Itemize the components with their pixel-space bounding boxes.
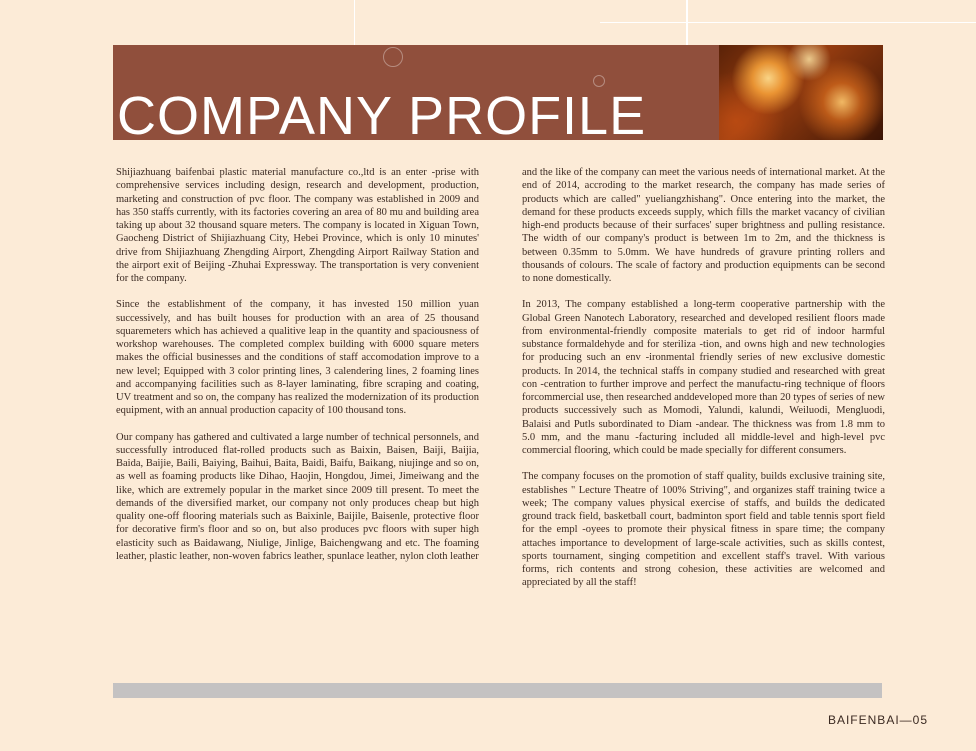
paragraph: Shijiazhuang baifenbai plastic material manufacture co.,ltd is an enter -prise with comprehensive services including design, research and development, production, marketing and construction of pvc floor. The company was established in 2009 and has 350 staffs currently, with its factories covering an area of 80 mu and building area taking up about 32 thousand square meters. The company is located in Xiguan Town, Gaocheng District of Shijiazhuang City, Hebei Province, which is only 10 minutes' drive from Shijiazhuang Zhengding Airport, Zhengding Airport Railway Station and the airport exit of Beijing -Zhuhai Expressway. The transportation is very convenient for the company. xyxy=(116,167,479,284)
text-column-left xyxy=(116,166,479,576)
paragraph: In 2013, The company established a long-term cooperative partnership with the Global Green Nanotech Laboratory, researched and developed resilient floors made from environmental-friendly composite materials to get rid of indoor harmful substance formaldehyde and for steriliza -tion, and owns high and new technologies for producing such an env -ironmental friendly series of new exclusive domestic products. In 2014, the technical staffs in company studied and researched with great con -centration to further improve and perfect the manufactu-ring technique of floors forcommercial use, then researched anddeveloped more than 20 types of series of new products successively such as Momodi, Yalundi, kalundi, Weiluodi, Mengluodi, Balaisi and Putls subordinated to Diam -andear. The thickness was from 1.8 mm to 5.0 mm, and the manu -facturing included all middle-level and high-level pvc commercial flooring, which could be made specially for different consumers. xyxy=(522,299,885,456)
header-photo xyxy=(719,45,883,140)
page-number-label: BAIFENBAI—05 xyxy=(827,713,928,727)
paragraph: Our company has gathered and cultivated a large number of technical personnels, and successfully introduced flat-rolled products such as Baixin, Baisen, Baiji, Baijia, Baida, Baijie, Baili, Baiying, Baihui, Baita, Baidi, Baifu, Baikang, niujinge and so on, as well as foaming products like Dihao, Haojin, Hongdou, Jimei, Jimeiwang and the like, which are extremely popular in the market since 2009 till present. To meet the demands of the diversified market, our company not only produces cheap but high quality one-off flooring materials such as Baixinle, Baijile, Baisenle, protective floor for decorative firm's floor and so on, but also produces pvc floors with super high elasticity such as Baidawang, Niulige, Jinlige, Baichengwang and etc. The foaming leather, plastic leather, non-woven fabrics leather, spunlace leather, nylon cloth leather xyxy=(116,431,479,562)
decorative-vertical-line xyxy=(354,0,355,45)
paragraph: and the like of the company can meet the various needs of international market. At the end of 2014, accroding to the market research, the company has made series of products which are called" yueliangzhishang". Once entering into the market, the demand for these products exceeds supply, which fills the market vacancy of civilian high-end products because of their surfaces' super brightness and pulling resistance. The width of our company's product is between 1m to 2m, and the thickness is between 0.35mm to 5.0mm. We have hundreds of gravure printing rollers and thousands of colours. The scale of factory and production equipments can be second to none domestically. xyxy=(522,167,885,284)
decorative-circle xyxy=(383,47,403,67)
paragraph: The company focuses on the promotion of staff quality, builds exclusive training site, establishes " Lecture Theatre of 100% Striving", and organizes staff training twice a week; The company values physical exercise of staffs, and builds the dedicated ground track field, basketball court, badminton sport field and table tennis sport field for the empl -oyees to promote their physical fitness in spare time; the company attaches importance to development of large-scale activities, such as skills contest, sports tournament, singing competition and excellent staff's travel. With various forms, rich contents and strong cohesion, these activities are welcomed and appreciated by all the staff! xyxy=(522,471,885,589)
text-column-right xyxy=(522,166,885,603)
page-title: COMPANY PROFILE xyxy=(117,86,647,146)
footer-bar xyxy=(113,683,882,698)
decorative-horizontal-line xyxy=(600,22,976,23)
paragraph: Since the establishment of the company, it has invested 150 million yuan successively, and has built houses for production with an area of 25 thousand squaremeters which has achieved a qualitive leap in the quantity and spaciousness of workshop warehouses. The completed complex building with 6000 square meters makes the official businesses and the conditions of staff accomodation improve to a new level; Equipped with 3 color printing lines, 3 calendering lines, 2 foaming lines and accompanying facilities such as 8-layer laminating, fibre scraping and coating, UV treatment and so on, the company has realized the modernization of its production equipment, with an annual production capacity of 100 thousand tons. xyxy=(116,299,479,417)
